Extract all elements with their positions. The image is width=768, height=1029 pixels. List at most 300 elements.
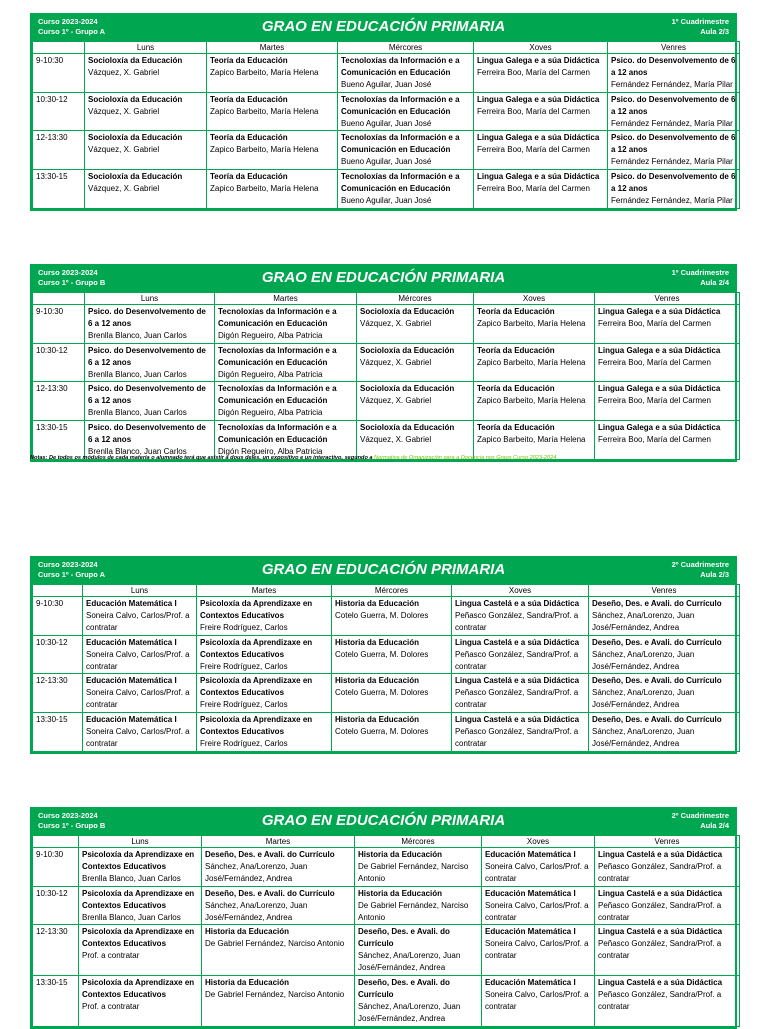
schedule-header bbox=[32, 15, 735, 41]
class-cell bbox=[207, 131, 338, 170]
table-row bbox=[33, 635, 740, 674]
day-header-row bbox=[33, 836, 740, 848]
teacher-name: Vázquez, X. Gabriel bbox=[360, 435, 432, 445]
subject-name: Deseño, Des. e Avali. do Currículo bbox=[592, 599, 722, 608]
time-slot: 12-13:30 bbox=[33, 674, 83, 713]
teacher-name: Peñasco González, Sandra/Prof. a contratar bbox=[455, 610, 579, 632]
time-slot: 9-10:30 bbox=[33, 305, 85, 344]
table-row bbox=[33, 54, 740, 93]
teacher-name: Cotelo Guerra, M. Dolores bbox=[335, 649, 429, 659]
teacher-name: Digón Regueiro, Alba Patricia bbox=[218, 369, 323, 379]
class-cell bbox=[357, 421, 474, 460]
subject-name: Socioloxía da Educación bbox=[360, 423, 455, 433]
teacher-name: Fernández Fernández, María Pilar bbox=[611, 79, 733, 89]
subject-name: Lingua Galega e a súa Didáctica bbox=[477, 133, 600, 143]
class-cell bbox=[202, 925, 355, 976]
class-cell bbox=[202, 976, 355, 1027]
teacher-name: Zapico Barbeito, María Helena bbox=[210, 106, 319, 116]
table-row bbox=[33, 421, 740, 460]
subject-name: Lingua Castelá e a súa Didáctica bbox=[455, 676, 580, 686]
subject-name: Deseño, Des. e Avali. do Currículo bbox=[592, 676, 722, 686]
teacher-name: Freire Rodríguez, Carlos bbox=[200, 622, 288, 632]
class-cell bbox=[452, 674, 589, 713]
room: Aula 2/3 bbox=[700, 27, 729, 36]
subject-name: Deseño, Des. e Avali. do Currículo bbox=[592, 715, 722, 725]
table-row bbox=[33, 925, 740, 976]
subject-name: Tecnoloxías da Información e a Comunicación en Educación bbox=[341, 172, 460, 194]
time-slot: 9-10:30 bbox=[33, 848, 79, 887]
table-row bbox=[33, 343, 740, 382]
teacher-name: Brenlla Blanco, Juan Carlos bbox=[88, 330, 187, 340]
time-slot: 12-13:30 bbox=[33, 382, 85, 421]
subject-name: Lingua Galega e a súa Didáctica bbox=[598, 307, 721, 316]
timetable bbox=[32, 41, 740, 209]
time-slot: 10:30-12 bbox=[33, 92, 85, 131]
subject-name: Teoría da Educación bbox=[477, 423, 555, 433]
teacher-name: Brenlla Blanco, Juan Carlos bbox=[88, 408, 187, 418]
subject-name: Tecnoloxías da Información e a Comunicación en Educación bbox=[218, 423, 337, 445]
class-cell bbox=[482, 848, 595, 887]
class-cell bbox=[338, 131, 474, 170]
term: 1º Cuadrimestre bbox=[671, 17, 729, 26]
teacher-name: Cotelo Guerra, M. Dolores bbox=[335, 727, 429, 737]
teacher-name: Fernández Fernández, María Pilar bbox=[611, 195, 733, 205]
teacher-name: Ferreira Boo, María del Carmen bbox=[598, 396, 711, 406]
teacher-name: Ferreira Boo, María del Carmen bbox=[598, 318, 711, 328]
class-cell bbox=[332, 713, 452, 752]
class-cell bbox=[355, 976, 482, 1027]
teacher-name: Freire Rodríguez, Carlos bbox=[200, 738, 288, 748]
class-cell bbox=[215, 343, 357, 382]
teacher-name: Digón Regueiro, Alba Patricia bbox=[218, 408, 323, 418]
day-header-martes: Martes bbox=[197, 585, 332, 597]
day-header-martes: Martes bbox=[202, 836, 355, 848]
subject-name: Tecnoloxías da Información e a Comunicación en Educación bbox=[218, 307, 337, 328]
subject-name: Socioloxía da Educación bbox=[360, 345, 455, 355]
teacher-name: Vázquez, X. Gabriel bbox=[88, 145, 160, 155]
day-header-luns: Luns bbox=[83, 585, 197, 597]
subject-name: Psicoloxía da Aprendizaxe en Contextos Educativos bbox=[200, 676, 313, 698]
class-cell bbox=[452, 713, 589, 752]
subject-name: Socioloxía da Educación bbox=[88, 94, 183, 104]
teacher-name: De Gabriel Fernández, Narciso Antonio bbox=[205, 939, 345, 949]
class-cell bbox=[474, 343, 595, 382]
class-cell bbox=[332, 597, 452, 636]
subject-name: Historia da Educación bbox=[335, 637, 420, 647]
subject-name: Psicoloxía da Aprendizaxe en Contextos Educativos bbox=[200, 715, 313, 737]
day-header-xoves: Xoves bbox=[452, 585, 589, 597]
subject-name: Tecnoloxías da Información e a Comunicación en Educación bbox=[341, 56, 460, 77]
term: 2º Cuadrimestre bbox=[671, 811, 729, 820]
table-row bbox=[33, 170, 740, 209]
class-cell bbox=[357, 305, 474, 344]
class-cell bbox=[79, 976, 202, 1027]
subject-name: Lingua Galega e a súa Didáctica bbox=[598, 345, 721, 355]
table-row bbox=[33, 848, 740, 887]
class-cell bbox=[474, 131, 608, 170]
course-group: Curso 1º - Grupo A bbox=[38, 570, 106, 579]
class-cell bbox=[474, 170, 608, 209]
teacher-name: Ferreira Boo, María del Carmen bbox=[477, 145, 590, 155]
class-cell bbox=[207, 54, 338, 93]
subject-name: Historia da Educación bbox=[335, 599, 420, 608]
teacher-name: Peñasco González, Sandra/Prof. a contratar bbox=[598, 989, 722, 1011]
class-cell bbox=[608, 92, 740, 131]
class-cell bbox=[85, 421, 215, 460]
teacher-name: Soneira Calvo, Carlos/Prof. a contratar bbox=[485, 861, 589, 883]
course-year: Curso 2023-2024 bbox=[38, 17, 98, 26]
subject-name: Lingua Galega e a súa Didáctica bbox=[598, 423, 721, 433]
teacher-name: Sánchez, Ana/Lorenzo, Juan José/Fernández, Andrea bbox=[205, 861, 308, 883]
subject-name: Lingua Galega e a súa Didáctica bbox=[477, 94, 600, 104]
subject-name: Deseño, Des. e Avali. do Currículo bbox=[592, 637, 722, 647]
class-cell bbox=[207, 170, 338, 209]
class-cell bbox=[608, 131, 740, 170]
time-slot: 13:30-15 bbox=[33, 170, 85, 209]
class-cell bbox=[482, 976, 595, 1027]
class-cell bbox=[357, 382, 474, 421]
room: Aula 2/4 bbox=[700, 278, 729, 287]
teacher-name: Sánchez, Ana/Lorenzo, Juan José/Fernández, Andrea bbox=[592, 688, 695, 710]
class-cell bbox=[85, 54, 207, 93]
timetable bbox=[32, 292, 740, 460]
class-cell bbox=[338, 92, 474, 131]
class-cell bbox=[589, 635, 740, 674]
subject-name: Psicoloxía da Aprendizaxe en Contextos Educativos bbox=[82, 978, 195, 999]
day-header-row bbox=[33, 585, 740, 597]
day-header-venres: Venres bbox=[608, 42, 740, 54]
class-cell bbox=[595, 421, 740, 460]
class-cell bbox=[355, 925, 482, 976]
day-header-martes: Martes bbox=[215, 293, 357, 305]
day-header-row bbox=[33, 42, 740, 54]
subject-name: Historia da Educación bbox=[358, 888, 443, 898]
teacher-name: Sánchez, Ana/Lorenzo, Juan José/Fernández, Andrea bbox=[592, 610, 695, 632]
schedule-header bbox=[32, 266, 735, 292]
class-cell bbox=[608, 54, 740, 93]
teacher-name: Sánchez, Ana/Lorenzo, Juan José/Fernández, Andrea bbox=[205, 900, 308, 922]
class-cell bbox=[355, 848, 482, 887]
class-cell bbox=[197, 597, 332, 636]
subject-name: Deseño, Des. e Avali. do Currículo bbox=[358, 927, 450, 949]
day-header-mércores: Mércores bbox=[355, 836, 482, 848]
teacher-name: Peñasco González, Sandra/Prof. a contratar bbox=[455, 688, 579, 710]
class-cell bbox=[608, 170, 740, 209]
schedule-title: GRAO EN EDUCACIÓN PRIMARIA bbox=[261, 18, 506, 35]
teacher-name: Bueno Aguilar, Juan José bbox=[341, 195, 432, 205]
teacher-name: Vázquez, X. Gabriel bbox=[360, 396, 432, 406]
time-slot: 9-10:30 bbox=[33, 54, 85, 93]
time-slot: 13:30-15 bbox=[33, 421, 85, 460]
teacher-name: Zapico Barbeito, María Helena bbox=[210, 67, 319, 77]
class-cell bbox=[83, 713, 197, 752]
class-cell bbox=[85, 131, 207, 170]
day-header-venres: Venres bbox=[595, 293, 740, 305]
time-header bbox=[33, 293, 85, 305]
term-info bbox=[672, 268, 729, 288]
subject-name: Educación Matemática I bbox=[86, 715, 177, 725]
day-header-venres: Venres bbox=[595, 836, 740, 848]
subject-name: Tecnoloxías da Información e a Comunicación en Educación bbox=[341, 94, 460, 116]
time-slot: 10:30-12 bbox=[33, 635, 83, 674]
subject-name: Historia da Educación bbox=[205, 978, 290, 988]
class-cell bbox=[79, 925, 202, 976]
teacher-name: Vázquez, X. Gabriel bbox=[88, 67, 160, 77]
teacher-name: Cotelo Guerra, M. Dolores bbox=[335, 610, 429, 620]
teacher-name: Sánchez, Ana/Lorenzo, Juan José/Fernández, Andrea bbox=[592, 727, 695, 748]
class-cell bbox=[202, 848, 355, 887]
day-header-xoves: Xoves bbox=[474, 293, 595, 305]
course-year: Curso 2023-2024 bbox=[38, 811, 98, 820]
subject-name: Psicoloxía da Aprendizaxe en Contextos Educativos bbox=[82, 888, 195, 910]
day-header-xoves: Xoves bbox=[474, 42, 608, 54]
teacher-name: De Gabriel Fernández, Narciso Antonio bbox=[358, 900, 469, 922]
table-row bbox=[33, 92, 740, 131]
class-cell bbox=[197, 635, 332, 674]
class-cell bbox=[589, 674, 740, 713]
subject-name: Teoría da Educación bbox=[210, 94, 288, 104]
subject-name: Historia da Educación bbox=[358, 850, 443, 859]
schedule-2q-group-a bbox=[30, 556, 737, 754]
class-cell bbox=[589, 597, 740, 636]
teacher-name: Soneira Calvo, Carlos/Prof. a contratar bbox=[86, 649, 190, 671]
subject-name: Socioloxía da Educación bbox=[360, 384, 455, 394]
subject-name: Psico. do Desenvolvemento de 6 a 12 anos bbox=[611, 94, 736, 116]
class-cell bbox=[357, 343, 474, 382]
subject-name: Psico. do Desenvolvemento de 6 a 12 anos bbox=[611, 56, 736, 77]
teacher-name: Sánchez, Ana/Lorenzo, Juan José/Fernández, Andrea bbox=[358, 1001, 461, 1023]
subject-name: Historia da Educación bbox=[205, 927, 290, 937]
subject-name: Educación Matemática I bbox=[485, 850, 576, 859]
teacher-name: Prof. a contratar bbox=[82, 1001, 140, 1011]
course-group: Curso 1º - Grupo A bbox=[38, 27, 106, 36]
day-header-mércores: Mércores bbox=[338, 42, 474, 54]
subject-name: Deseño, Des. e Avali. do Currículo bbox=[205, 850, 335, 859]
teacher-name: Zapico Barbeito, María Helena bbox=[477, 318, 586, 328]
subject-name: Lingua Galega e a súa Didáctica bbox=[598, 384, 721, 394]
class-cell bbox=[83, 674, 197, 713]
subject-name: Psicoloxía da Aprendizaxe en Contextos Educativos bbox=[82, 850, 195, 871]
teacher-name: Fernández Fernández, María Pilar bbox=[611, 157, 733, 167]
class-cell bbox=[482, 925, 595, 976]
table-row bbox=[33, 131, 740, 170]
subject-name: Psico. do Desenvolvemento de 6 a 12 anos bbox=[611, 133, 736, 155]
class-cell bbox=[452, 597, 589, 636]
day-header-mércores: Mércores bbox=[357, 293, 474, 305]
class-cell bbox=[202, 886, 355, 925]
class-cell bbox=[207, 92, 338, 131]
teacher-name: Digón Regueiro, Alba Patricia bbox=[218, 330, 323, 340]
table-row bbox=[33, 597, 740, 636]
teacher-name: Bueno Aguilar, Juan José bbox=[341, 79, 432, 89]
teacher-name: Prof. a contratar bbox=[82, 951, 140, 961]
teacher-name: Zapico Barbeito, María Helena bbox=[210, 184, 319, 194]
subject-name: Psicoloxía da Aprendizaxe en Contextos Educativos bbox=[82, 927, 195, 949]
subject-name: Teoría da Educación bbox=[210, 133, 288, 143]
class-cell bbox=[595, 343, 740, 382]
course-group: Curso 1º - Grupo B bbox=[38, 821, 106, 830]
schedule-2q-group-b bbox=[30, 807, 737, 1029]
teacher-name: Soneira Calvo, Carlos/Prof. a contratar bbox=[86, 610, 190, 632]
subject-name: Lingua Castelá e a súa Didáctica bbox=[598, 850, 723, 859]
schedule-1q-group-b bbox=[30, 264, 737, 462]
class-cell bbox=[595, 305, 740, 344]
regulation-link[interactable]: Normativa de Organización para a Docencia nos Graos Curso 2023-2024 bbox=[374, 455, 557, 461]
teacher-name: Ferreira Boo, María del Carmen bbox=[477, 184, 590, 194]
subject-name: Deseño, Des. e Avali. do Currículo bbox=[358, 978, 450, 999]
subject-name: Lingua Castelá e a súa Didáctica bbox=[455, 715, 580, 725]
subject-name: Socioloxía da Educación bbox=[88, 172, 183, 182]
class-cell bbox=[338, 170, 474, 209]
class-cell bbox=[85, 305, 215, 344]
subject-name: Educación Matemática I bbox=[86, 637, 177, 647]
time-slot: 13:30-15 bbox=[33, 713, 83, 752]
subject-name: Educación Matemática I bbox=[485, 978, 576, 988]
table-row bbox=[33, 976, 740, 1027]
teacher-name: Peñasco González, Sandra/Prof. a contratar bbox=[598, 939, 722, 961]
teacher-name: Ferreira Boo, María del Carmen bbox=[477, 67, 590, 77]
subject-name: Socioloxía da Educación bbox=[360, 307, 455, 316]
time-slot: 9-10:30 bbox=[33, 597, 83, 636]
class-cell bbox=[482, 886, 595, 925]
class-cell bbox=[595, 925, 740, 976]
day-header-luns: Luns bbox=[79, 836, 202, 848]
class-cell bbox=[595, 886, 740, 925]
class-cell bbox=[595, 382, 740, 421]
day-header-venres: Venres bbox=[589, 585, 740, 597]
teacher-name: Vázquez, X. Gabriel bbox=[88, 106, 160, 116]
teacher-name: Zapico Barbeito, María Helena bbox=[477, 396, 586, 406]
class-cell bbox=[474, 382, 595, 421]
notes-text: Notas: De todos os módulos de cada materia o alumnado terá que asistir a dous deles, un expositivo e un interactivo, segundo a bbox=[30, 455, 373, 461]
subject-name: Deseño, Des. e Avali. do Currículo bbox=[205, 888, 335, 898]
teacher-name: Brenlla Blanco, Juan Carlos bbox=[82, 873, 181, 883]
notes bbox=[30, 455, 556, 461]
subject-name: Lingua Galega e a súa Didáctica bbox=[477, 56, 600, 65]
teacher-name: Soneira Calvo, Carlos/Prof. a contratar bbox=[86, 727, 190, 748]
teacher-name: Digón Regueiro, Alba Patricia bbox=[218, 446, 323, 456]
time-slot: 10:30-12 bbox=[33, 343, 85, 382]
teacher-name: Fernández Fernández, María Pilar bbox=[611, 118, 733, 128]
subject-name: Teoría da Educación bbox=[477, 384, 555, 394]
table-row bbox=[33, 674, 740, 713]
class-cell bbox=[595, 976, 740, 1027]
class-cell bbox=[215, 421, 357, 460]
class-cell bbox=[452, 635, 589, 674]
time-header bbox=[33, 585, 83, 597]
teacher-name: De Gabriel Fernández, Narciso Antonio bbox=[358, 861, 469, 883]
class-cell bbox=[79, 848, 202, 887]
time-header bbox=[33, 836, 79, 848]
class-cell bbox=[355, 886, 482, 925]
subject-name: Socioloxía da Educación bbox=[88, 56, 183, 65]
time-slot: 12-13:30 bbox=[33, 131, 85, 170]
subject-name: Lingua Galega e a súa Didáctica bbox=[477, 172, 600, 182]
class-cell bbox=[83, 635, 197, 674]
subject-name: Historia da Educación bbox=[335, 715, 420, 725]
room: Aula 2/4 bbox=[700, 821, 729, 830]
subject-name: Psicoloxía da Aprendizaxe en Contextos Educativos bbox=[200, 637, 313, 659]
teacher-name: Soneira Calvo, Carlos/Prof. a contratar bbox=[86, 688, 190, 710]
teacher-name: Bueno Aguilar, Juan José bbox=[341, 157, 432, 167]
subject-name: Lingua Castelá e a súa Didáctica bbox=[598, 927, 723, 937]
teacher-name: Peñasco González, Sandra/Prof. a contratar bbox=[598, 900, 722, 922]
class-cell bbox=[85, 343, 215, 382]
subject-name: Psico. do Desenvolvemento de 6 a 12 anos bbox=[88, 307, 206, 328]
teacher-name: Ferreira Boo, María del Carmen bbox=[477, 106, 590, 116]
teacher-name: Cotelo Guerra, M. Dolores bbox=[335, 688, 429, 698]
class-cell bbox=[332, 674, 452, 713]
teacher-name: Sánchez, Ana/Lorenzo, Juan José/Fernández, Andrea bbox=[358, 951, 461, 973]
table-row bbox=[33, 713, 740, 752]
subject-name: Educación Matemática I bbox=[485, 888, 576, 898]
time-header bbox=[33, 42, 85, 54]
teacher-name: Soneira Calvo, Carlos/Prof. a contratar bbox=[485, 900, 589, 922]
teacher-name: Peñasco González, Sandra/Prof. a contratar bbox=[455, 727, 579, 748]
subject-name: Educación Matemática I bbox=[485, 927, 576, 937]
subject-name: Psico. do Desenvolvemento de 6 a 12 anos bbox=[88, 384, 206, 406]
course-year: Curso 2023-2024 bbox=[38, 268, 98, 277]
class-cell bbox=[83, 597, 197, 636]
class-cell bbox=[197, 674, 332, 713]
table-row bbox=[33, 305, 740, 344]
teacher-name: Ferreira Boo, María del Carmen bbox=[598, 357, 711, 367]
term: 2º Cuadrimestre bbox=[671, 560, 729, 569]
day-header-row bbox=[33, 293, 740, 305]
subject-name: Educación Matemática I bbox=[86, 676, 177, 686]
class-cell bbox=[85, 170, 207, 209]
teacher-name: Vázquez, X. Gabriel bbox=[360, 318, 432, 328]
teacher-name: Soneira Calvo, Carlos/Prof. a contratar bbox=[485, 939, 589, 961]
day-header-luns: Luns bbox=[85, 42, 207, 54]
room: Aula 2/3 bbox=[700, 570, 729, 579]
teacher-name: Vázquez, X. Gabriel bbox=[88, 184, 160, 194]
subject-name: Tecnoloxías da Información e a Comunicación en Educación bbox=[218, 345, 337, 367]
time-slot: 12-13:30 bbox=[33, 925, 79, 976]
term-info bbox=[672, 811, 729, 831]
subject-name: Psico. do Desenvolvemento de 6 a 12 anos bbox=[611, 172, 736, 194]
teacher-name: Vázquez, X. Gabriel bbox=[360, 357, 432, 367]
class-cell bbox=[589, 713, 740, 752]
day-header-xoves: Xoves bbox=[482, 836, 595, 848]
subject-name: Tecnoloxías da Información e a Comunicación en Educación bbox=[341, 133, 460, 155]
schedule-title: GRAO EN EDUCACIÓN PRIMARIA bbox=[261, 812, 506, 829]
course-group: Curso 1º - Grupo B bbox=[38, 278, 106, 287]
class-cell bbox=[85, 382, 215, 421]
subject-name: Lingua Castelá e a súa Didáctica bbox=[455, 637, 580, 647]
teacher-name: De Gabriel Fernández, Narciso Antonio bbox=[205, 989, 345, 999]
schedule-1q-group-a bbox=[30, 13, 737, 211]
term-info bbox=[672, 17, 729, 37]
class-cell bbox=[197, 713, 332, 752]
class-cell bbox=[338, 54, 474, 93]
teacher-name: Zapico Barbeito, María Helena bbox=[477, 435, 586, 445]
subject-name: Lingua Castelá e a súa Didáctica bbox=[598, 978, 723, 988]
teacher-name: Brenlla Blanco, Juan Carlos bbox=[88, 369, 187, 379]
teacher-name: Freire Rodríguez, Carlos bbox=[200, 661, 288, 671]
teacher-name: Zapico Barbeito, María Helena bbox=[210, 145, 319, 155]
term-info bbox=[672, 560, 729, 580]
course-year: Curso 2023-2024 bbox=[38, 560, 98, 569]
class-cell bbox=[85, 92, 207, 131]
schedule-title: GRAO EN EDUCACIÓN PRIMARIA bbox=[261, 269, 506, 286]
class-cell bbox=[79, 886, 202, 925]
schedule-title: GRAO EN EDUCACIÓN PRIMARIA bbox=[261, 561, 506, 578]
day-header-luns: Luns bbox=[85, 293, 215, 305]
class-cell bbox=[474, 54, 608, 93]
subject-name: Teoría da Educación bbox=[477, 307, 555, 316]
teacher-name: Zapico Barbeito, María Helena bbox=[477, 357, 586, 367]
